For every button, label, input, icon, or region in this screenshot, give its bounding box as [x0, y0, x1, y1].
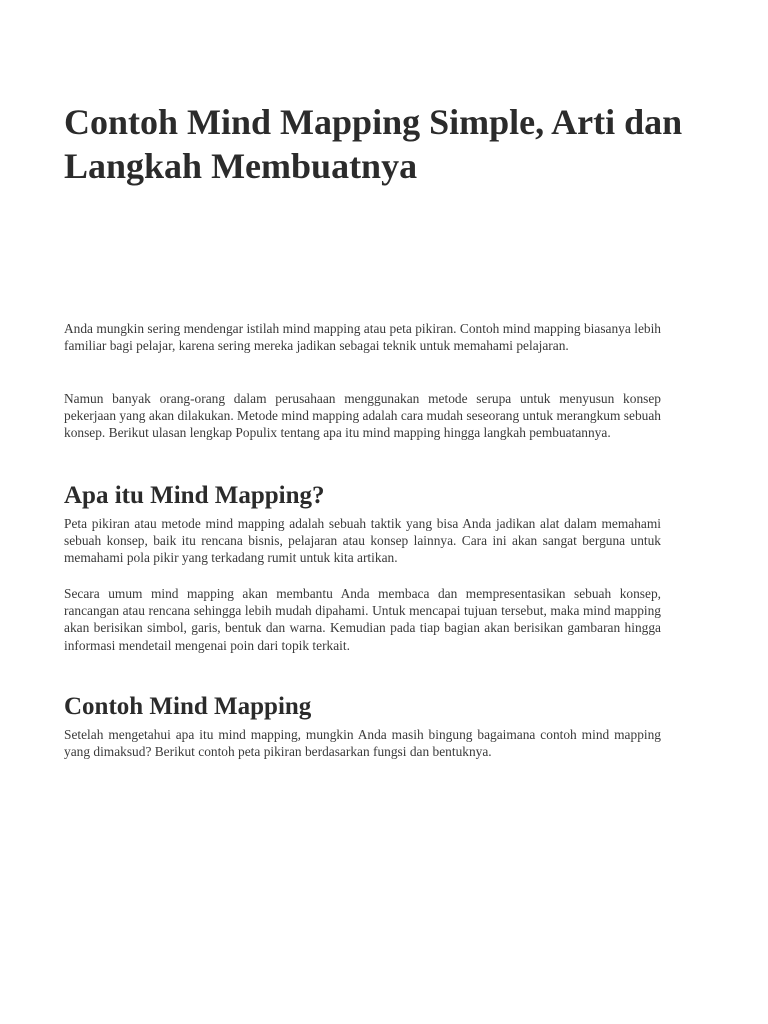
article-title: Contoh Mind Mapping Simple, Arti dan Langkah Membuatnya: [64, 102, 683, 186]
section-heading-contoh-mind-mapping: Contoh Mind Mapping: [64, 693, 312, 720]
intro-paragraph-2: Namun banyak orang-orang dalam perusahaan menggunakan metode serupa untuk menyusun konsep pekerjaan yang akan dilakukan. Metode mind mapping adalah cara mudah seseorang untuk merangkum sebuah konsep. Berikut ulasan lengkap Populix tentang apa itu mind mapping hingga langkah pembuatannya.: [64, 391, 661, 441]
section-1-paragraph-2: Secara umum mind mapping akan membantu Anda membaca dan mempresentasikan sebuah konsep, rancangan atau rencana sehingga lebih mudah dipahami. Untuk mencapai tujuan tersebut, maka mind mapping akan berisikan simbol, garis, bentuk dan warna. Kemudian pada tiap bagian akan berisikan gambaran hingga informasi mendetail mengenai poin dari topik terkait.: [64, 586, 661, 653]
section-heading-apa-itu-mind-mapping: Apa itu Mind Mapping?: [64, 482, 325, 509]
intro-paragraph-1: Anda mungkin sering mendengar istilah mind mapping atau peta pikiran. Contoh mind mapping biasanya lebih familiar bagi pelajar, karena sering mereka jadikan sebagai teknik untuk memahami pelajaran.: [64, 321, 661, 354]
section-1-paragraph-1: Peta pikiran atau metode mind mapping adalah sebuah taktik yang bisa Anda jadikan alat dalam memahami sebuah konsep, baik itu rencana bisnis, pelajaran atau konsep lainnya. Cara ini akan sangat berguna untuk memahami pola pikir yang terkadang rumit untuk kita artikan.: [64, 516, 661, 566]
section-2-paragraph-1: Setelah mengetahui apa itu mind mapping, mungkin Anda masih bingung bagaimana contoh mind mapping yang dimaksud? Berikut contoh peta pikiran berdasarkan fungsi dan bentuknya.: [64, 727, 661, 760]
